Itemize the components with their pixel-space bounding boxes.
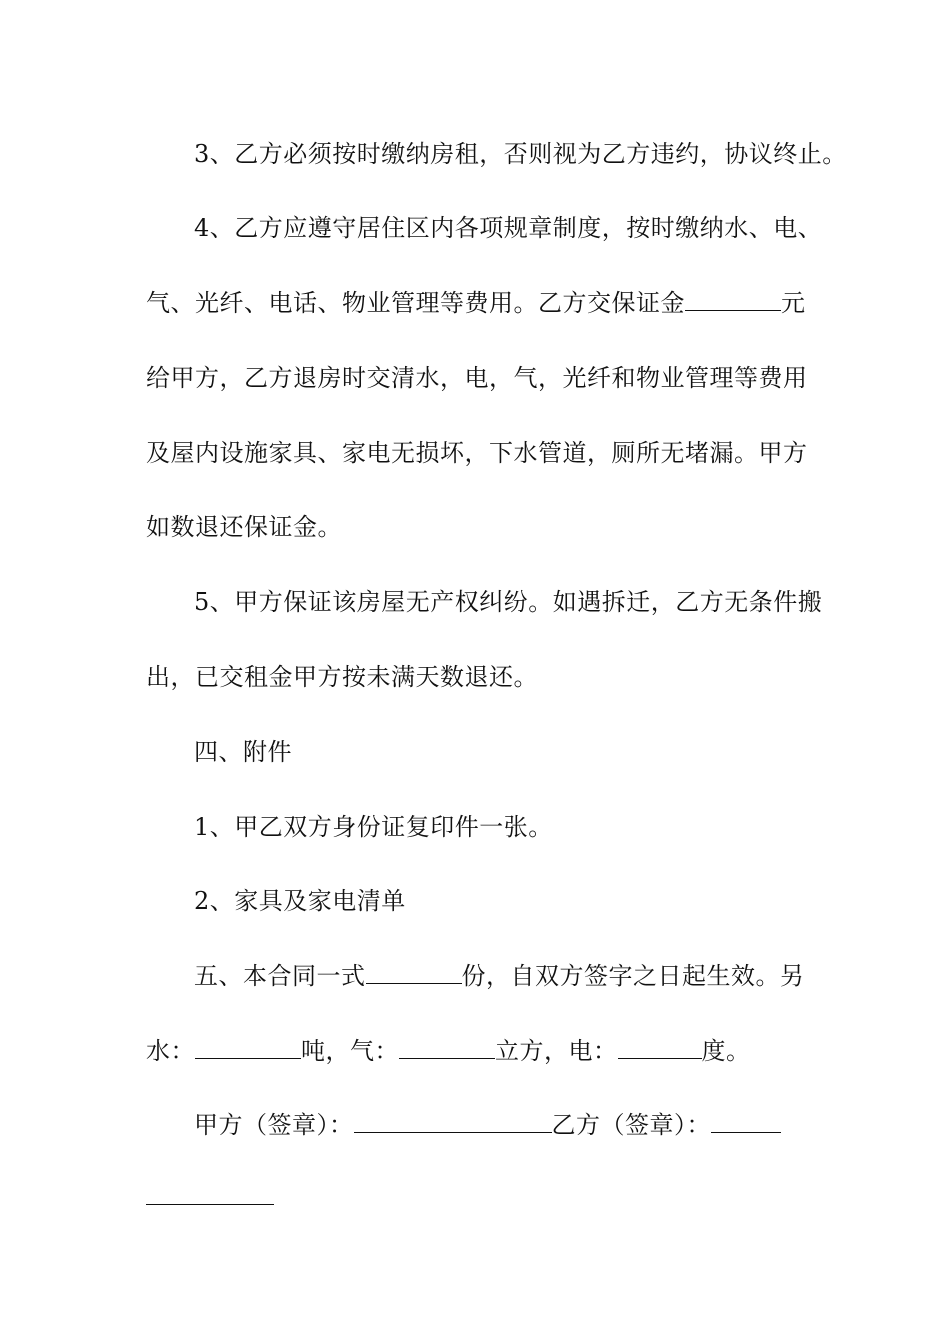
clause-4-line-2 bbox=[146, 286, 806, 320]
party-b-signature-label: 乙方（签章）： bbox=[551, 1111, 711, 1139]
party-b-signature-blank bbox=[711, 1110, 781, 1133]
section-5-text-1a: 五、本合同一式 bbox=[194, 962, 366, 990]
copies-blank bbox=[366, 961, 462, 984]
party-a-signature-label: 甲方（签章）： bbox=[194, 1111, 354, 1139]
section-5-text-1b: 份，自双方签字之日起生效。另 bbox=[461, 962, 805, 990]
clause-4-line-5 bbox=[146, 510, 342, 544]
clause-4-text-4: 及屋内设施家具、家电无损坏，下水管道，厕所无堵漏。甲方 bbox=[146, 439, 808, 467]
gas-label: 吨，气： bbox=[301, 1037, 399, 1065]
water-label: 水： bbox=[146, 1037, 195, 1065]
electricity-label: 立方，电： bbox=[495, 1037, 618, 1065]
attachment-1-text: 1、甲乙双方身份证复印件一张。 bbox=[194, 813, 553, 841]
clause-4-text-5: 如数退还保证金。 bbox=[146, 513, 342, 541]
water-blank bbox=[195, 1036, 301, 1059]
clause-5-line-1 bbox=[194, 585, 822, 619]
clause-4-line-4 bbox=[146, 436, 808, 470]
deposit-amount-blank bbox=[685, 288, 781, 311]
clause-4-text-2b: 元 bbox=[781, 289, 806, 317]
attachment-1 bbox=[194, 810, 553, 844]
degree-label: 度。 bbox=[701, 1037, 751, 1065]
clause-5-text-2: 出，已交租金甲方按未满天数退还。 bbox=[146, 663, 538, 691]
clause-5-line-2 bbox=[146, 660, 538, 694]
clause-4-text-3: 给甲方，乙方退房时交清水，电，气，光纤和物业管理等费用 bbox=[146, 364, 808, 392]
section-4-heading-text: 四、附件 bbox=[194, 738, 292, 766]
clause-4-text-1: 4、乙方应遵守居住区内各项规章制度，按时缴纳水、电、 bbox=[194, 214, 823, 242]
attachment-2 bbox=[194, 884, 406, 918]
clause-4-line-1 bbox=[194, 211, 822, 245]
party-b-signature-blank-continued bbox=[146, 1204, 274, 1205]
section-4-heading bbox=[194, 735, 292, 769]
clause-4-text-2: 气、光纤、电话、物业管理等费用。乙方交保证金 bbox=[146, 289, 685, 317]
section-5-line-2 bbox=[146, 1034, 751, 1068]
clause-4-line-3 bbox=[146, 361, 808, 395]
clause-3-text: 3、乙方必须按时缴纳房租，否则视为乙方违约，协议终止。 bbox=[194, 140, 847, 168]
attachment-2-text: 2、家具及家电清单 bbox=[194, 887, 406, 915]
clause-5-text-1: 5、甲方保证该房屋无产权纠纷。如遇拆迁，乙方无条件搬 bbox=[194, 588, 823, 616]
gas-blank bbox=[399, 1036, 495, 1059]
section-5-line-1 bbox=[194, 959, 805, 993]
electricity-blank bbox=[618, 1036, 702, 1059]
party-a-signature-blank bbox=[354, 1110, 552, 1133]
signature-line bbox=[194, 1108, 781, 1142]
clause-3 bbox=[194, 137, 847, 171]
